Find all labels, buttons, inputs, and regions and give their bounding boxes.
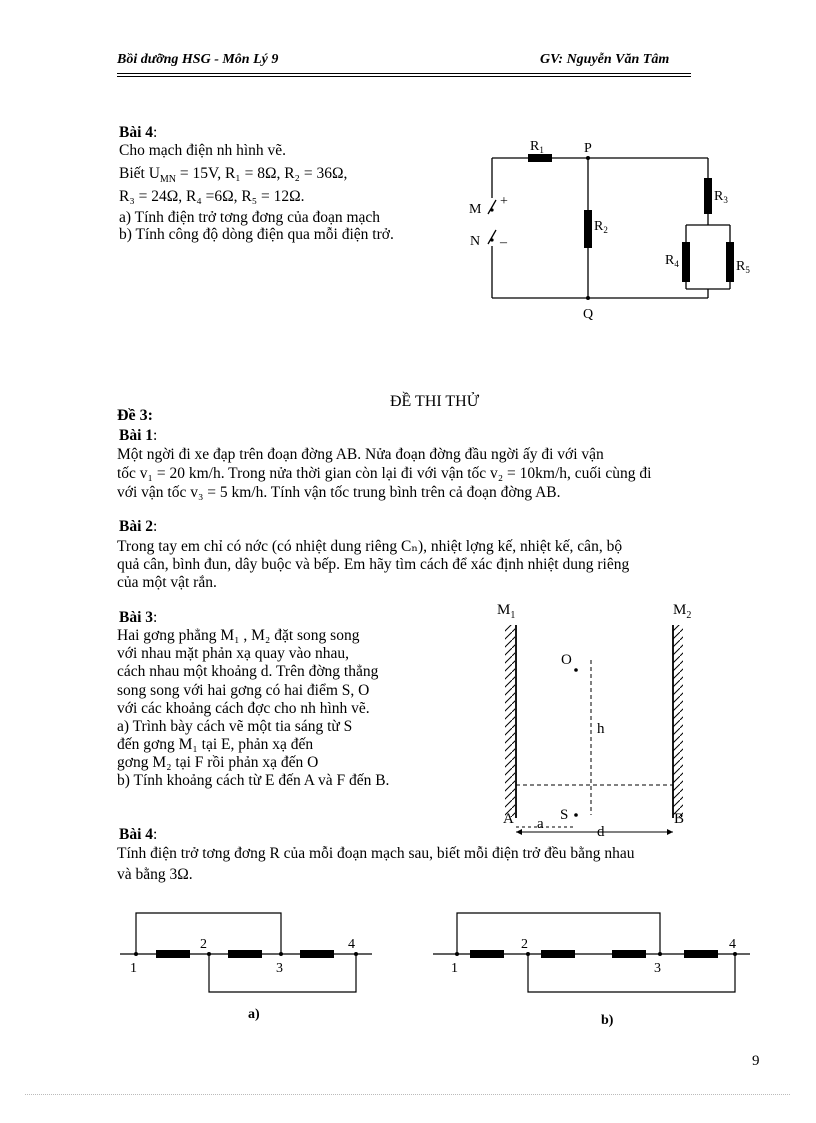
circuit-b-node-1	[455, 952, 459, 956]
circuit-b-resistor-1	[470, 950, 504, 958]
label-a-point: A	[503, 811, 514, 827]
bai4-top-line2-a: Biết U	[119, 165, 160, 182]
header-rule-2	[117, 76, 691, 77]
bai2-heading	[119, 519, 157, 535]
bai4-top-title: Bài 4	[119, 124, 154, 141]
resistor-r4	[682, 242, 690, 282]
label-d-dist: d	[597, 824, 605, 840]
point-s	[574, 813, 578, 817]
bai2-line2: quả cân, bình đun, dây buộc và bếp. Em hãy tìm cách để xác định nhiệt dung riêng	[117, 556, 630, 573]
bai4-bottom-title: Bài 4	[119, 826, 154, 843]
header-left: Bồi dưỡng HSG - Môn Lý 9	[117, 52, 279, 67]
dim-d-arrow-left	[516, 829, 522, 835]
circuit-a-caption: a)	[248, 1007, 260, 1022]
node-p	[586, 156, 590, 160]
circuit-b-node-3	[658, 952, 662, 956]
bai4-top-line2-sub: MN	[159, 174, 177, 186]
resistor-r3	[704, 178, 712, 214]
bai4-top-colon: :	[153, 124, 158, 141]
bai3-heading	[119, 610, 157, 626]
bai3-colon: :	[153, 609, 158, 626]
bai1-colon: :	[153, 427, 158, 444]
bai4-top-line1: Cho mạch điện nh hình vẽ.	[119, 142, 287, 159]
label-r2: $R_2$	[594, 219, 608, 235]
circuit-b-label-4: 4	[729, 937, 736, 952]
label-n: N	[470, 234, 481, 249]
resistor-r5	[726, 242, 734, 282]
bai4-top-heading	[119, 125, 157, 141]
bai4-top-line3: R₃ = 24Ω, R₄ =6Ω, R₅ = 12Ω.	[119, 188, 305, 205]
bai3-line-9: b) Tính khoảng cách từ E đến A và F đến B.	[117, 772, 390, 789]
label-h: h	[597, 721, 605, 737]
header-rule	[117, 73, 691, 74]
circuit-a-node-3	[279, 952, 283, 956]
bai4-top-line4: a) Tính điện trở tơng đơng của đoạn mạch	[119, 209, 381, 226]
circuit-a-node-2	[207, 952, 211, 956]
bai3-line-4: song song với hai gơng có hai điểm S, O	[117, 682, 370, 699]
resistor-r2	[584, 210, 592, 248]
bai2-line3: của một vật rắn.	[117, 574, 217, 591]
page-bottom-divider	[25, 1094, 790, 1095]
label-m1: $M_1$	[497, 602, 516, 621]
label-m: M	[469, 202, 482, 217]
bai4-top-line2	[119, 166, 347, 188]
circuit-b-resistor-4	[684, 950, 718, 958]
circuit-a-node-1	[134, 952, 138, 956]
point-o	[574, 668, 578, 672]
bai4-top-line5: b) Tính công độ dòng điện qua mỗi điện trở.	[119, 226, 394, 243]
circuit-b-label-2: 2	[521, 937, 528, 952]
label-r3: $R_3$	[714, 189, 728, 205]
resistor-r1	[528, 154, 552, 162]
bai3-line-1: Hai gơng phẳng M₁ , M₂ đặt song song	[117, 627, 360, 644]
header-right: GV: Nguyễn Văn Tâm	[540, 52, 670, 67]
bai2-line1: Trong tay em chỉ có nớc (có nhiệt dung riêng Cₙ), nhiệt lợng kế, nhiệt kế, cân, bộ	[117, 538, 623, 555]
terminal-m	[490, 208, 493, 211]
bai1-line1: Một ngời đi xe đạp trên đoạn đờng AB. Nửa đoạn đờng đầu ngời ấy đi với vận	[117, 446, 604, 463]
exam-number: Đề 3:	[117, 407, 153, 424]
circuit-b-label-1: 1	[451, 961, 458, 976]
label-q: Q	[583, 307, 594, 322]
circuit-b-caption: b)	[601, 1013, 614, 1028]
circuit-a-top-loop	[136, 913, 281, 954]
circuit-b-node-2	[526, 952, 530, 956]
bai3-line-5: với các khoảng cách đợc cho nh hình vẽ.	[117, 700, 370, 717]
circuit-b-top-loop	[457, 913, 660, 954]
label-minus: –	[500, 235, 507, 250]
circuit-a-resistor-2	[228, 950, 262, 958]
circuit-a-label-3: 3	[276, 961, 283, 976]
bai4-bottom-colon: :	[153, 826, 158, 843]
bai4-top-line2-b: = 15V, R₁ = 8Ω, R₂ = 36Ω,	[176, 165, 348, 182]
bai4-bottom-line1: Tính điện trở tơng đơng R của mỗi đoạn mạch sau, biết mỗi điện trở đều bằng nhau	[117, 845, 635, 862]
terminal-n	[490, 238, 493, 241]
label-r1: $R_1$	[530, 139, 544, 155]
mirror-m2-hatch	[673, 625, 683, 817]
label-r5: $R_5$	[736, 259, 750, 275]
circuit-b-resistor-3	[612, 950, 646, 958]
circuit-a-resistor-1	[156, 950, 190, 958]
circuit-b-bottom-loop	[528, 954, 735, 992]
circuit-diagram-1	[460, 130, 760, 330]
bai3-line-3: cách nhau một khoảng d. Trên đờng thẳng	[117, 663, 379, 680]
label-m2: $M_2$	[673, 602, 692, 621]
bai3-title: Bài 3	[119, 609, 154, 626]
bai3-line-6: a) Trình bày cách vẽ một tia sáng từ S	[117, 718, 353, 735]
circuit-b-node-4	[733, 952, 737, 956]
circuits-ab	[110, 900, 770, 1030]
bai3-line-7: đến gơng M₁ tại E, phản xạ đến	[117, 736, 314, 753]
circuit-a-resistor-3	[300, 950, 334, 958]
label-o: O	[561, 652, 572, 668]
bai3-line-8: gơng M₂ tại F rồi phản xạ đến O	[117, 754, 319, 771]
label-s: S	[560, 807, 569, 823]
dim-d-arrow-right	[667, 829, 673, 835]
label-a-dist: a	[537, 816, 544, 832]
bai1-line3: với vận tốc v₃ = 5 km/h. Tính vận tốc trung bình trên cả đoạn đờng AB.	[117, 484, 561, 501]
bai2-title: Bài 2	[119, 518, 154, 535]
mirror-diagram	[490, 596, 710, 846]
bai2-colon: :	[153, 518, 158, 535]
bai1-line2: tốc v₁ = 20 km/h. Trong nửa thời gian còn lại đi với vận tốc v₂ = 10km/h, cuối cùng đi	[117, 465, 652, 482]
bai4-bottom-line2: và bằng 3Ω.	[117, 866, 193, 883]
label-r4: $R_4$	[665, 253, 679, 269]
bai1-heading	[119, 428, 157, 444]
circuit-a-label-4: 4	[348, 937, 355, 952]
node-q	[586, 296, 590, 300]
bai4-bottom-heading	[119, 827, 157, 843]
label-b-point: B	[674, 811, 685, 827]
bai3-line-2: với nhau mặt phản xạ quay vào nhau,	[117, 645, 350, 662]
circuit-b-resistor-2	[541, 950, 575, 958]
page-number: 9	[752, 1053, 760, 1069]
circuit-a-label-2: 2	[200, 937, 207, 952]
circuit-a-label-1: 1	[130, 961, 137, 976]
circuit-b-label-3: 3	[654, 961, 661, 976]
circuit-a-node-4	[354, 952, 358, 956]
label-plus: +	[500, 194, 508, 209]
bai1-title: Bài 1	[119, 427, 154, 444]
mirror-m1-hatch	[505, 625, 515, 817]
label-p: P	[584, 141, 592, 156]
exam-heading: ĐỀ THI THỬ	[390, 393, 480, 410]
